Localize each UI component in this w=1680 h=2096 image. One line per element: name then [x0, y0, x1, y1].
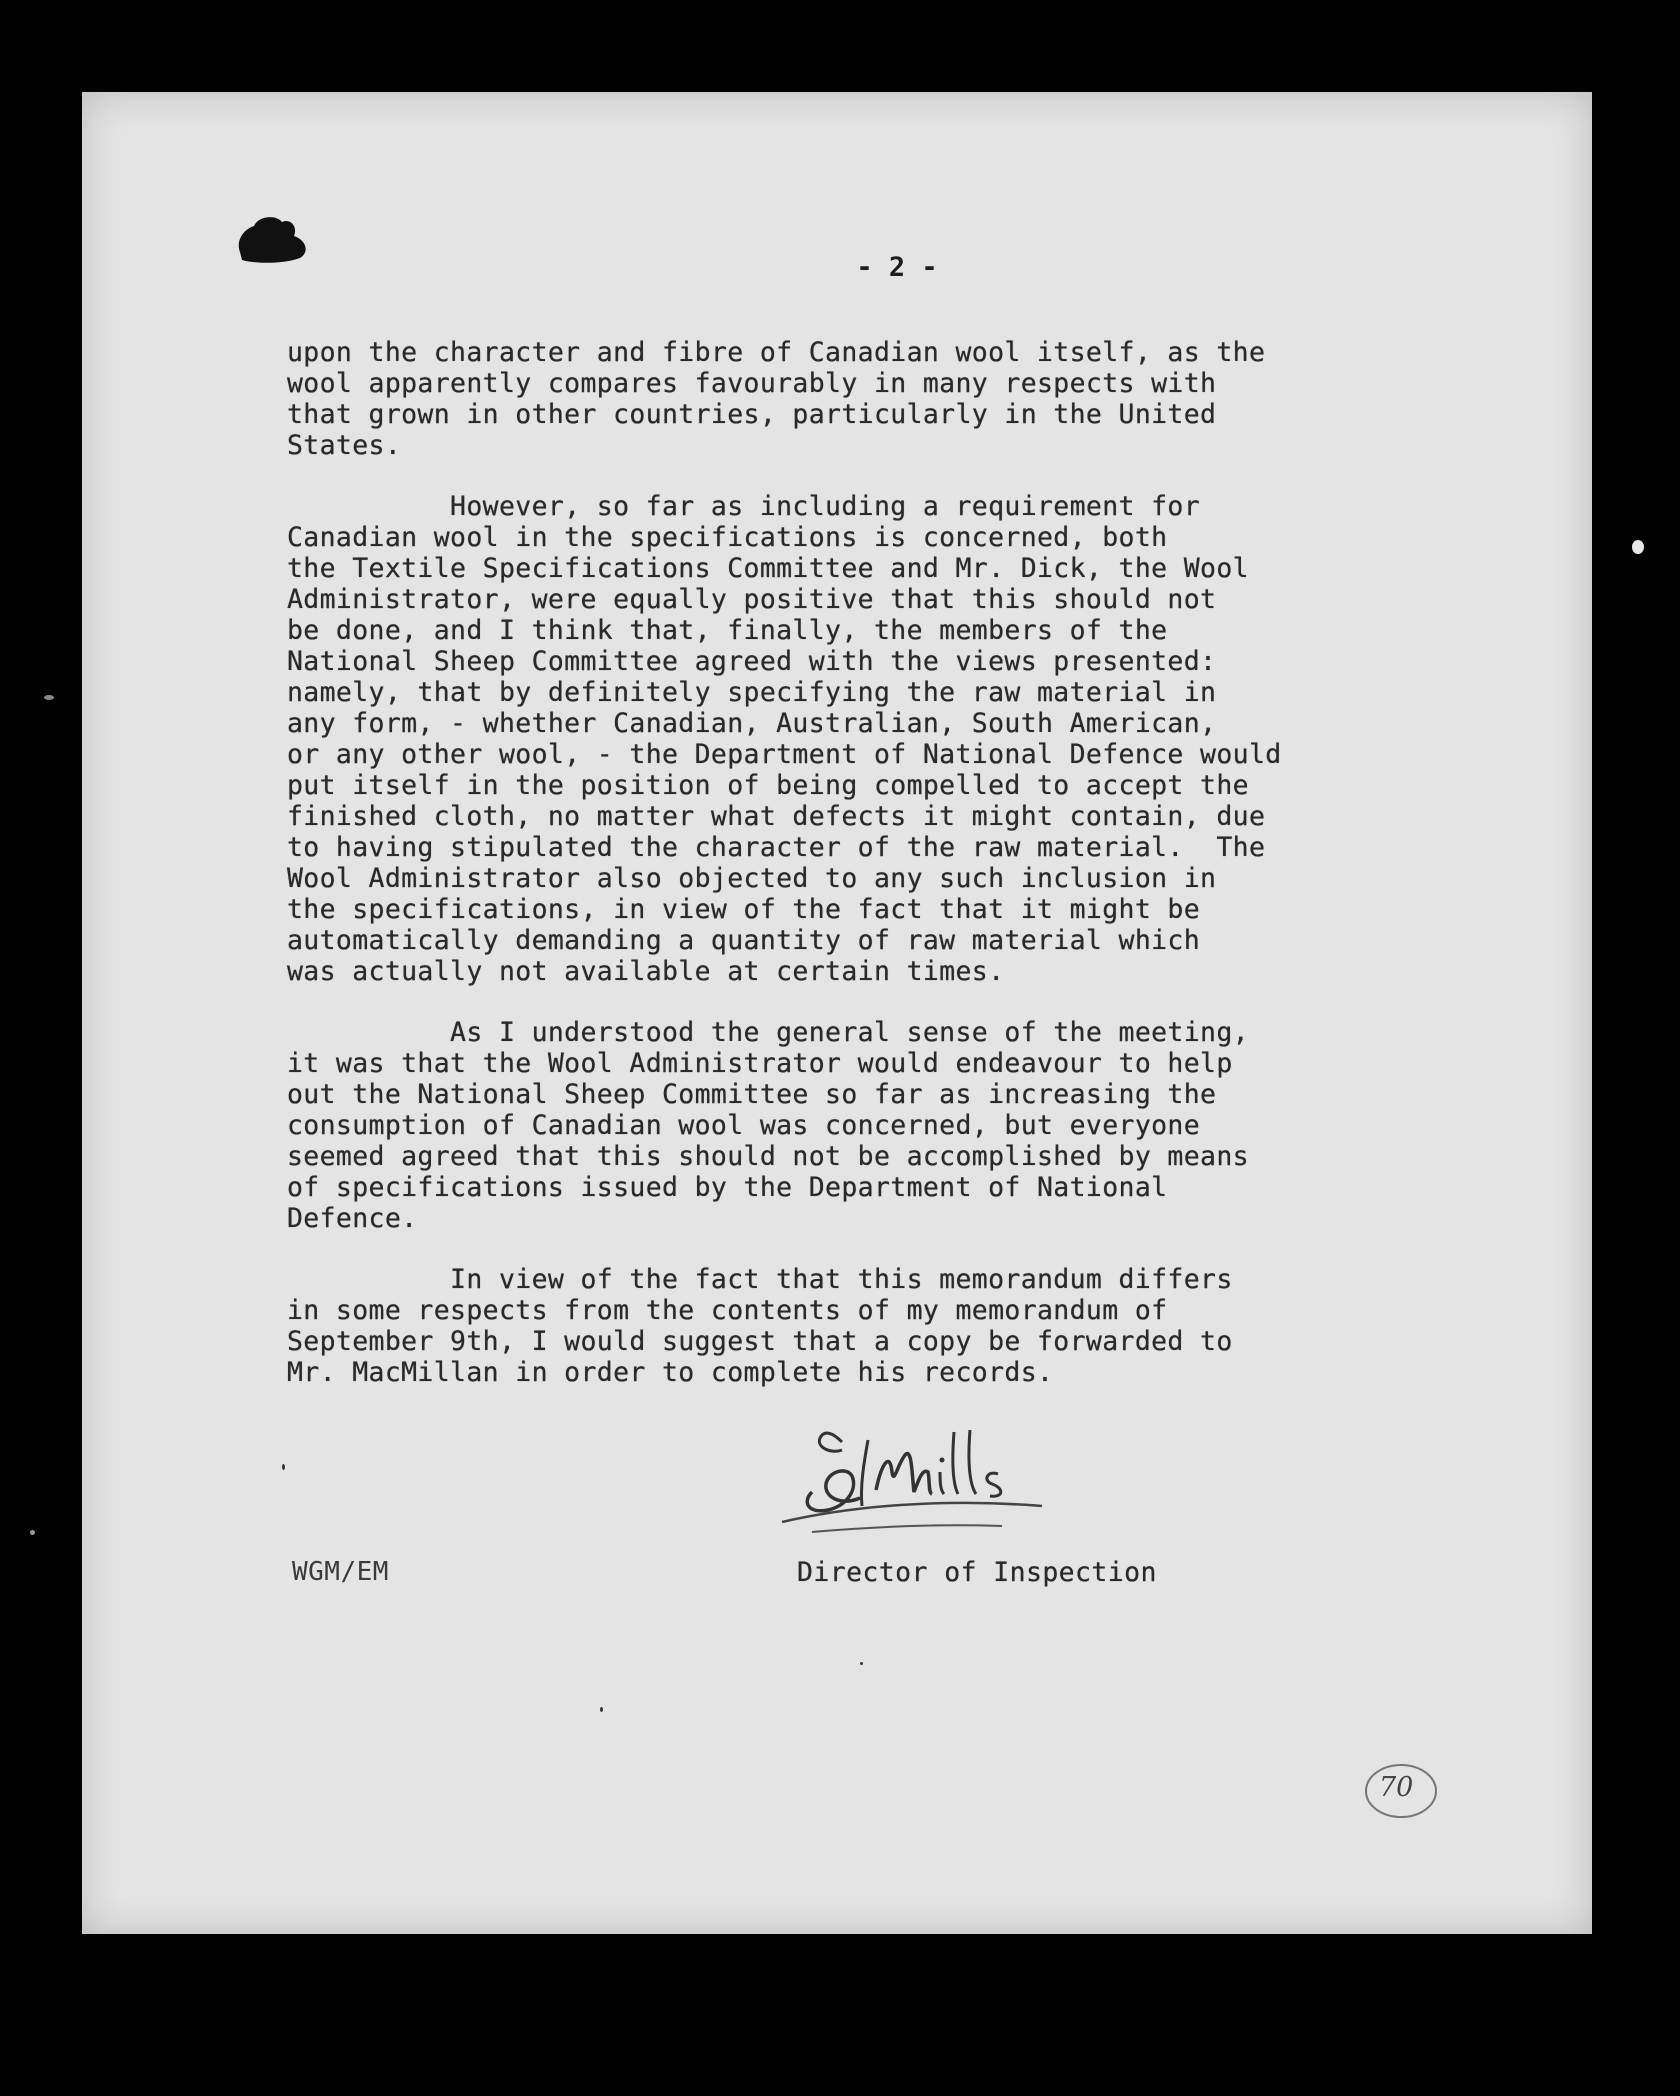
scan-artifact	[44, 695, 54, 700]
text-line: upon the character and fibre of Canadian wool itself, as the	[287, 337, 1266, 368]
text-line: the Textile Specifications Committee and Mr. Dick, the Wool	[287, 553, 1249, 584]
text-line: As I understood the general sense of the meeting,	[287, 1017, 1249, 1048]
paragraph	[287, 1017, 1487, 1234]
text-line: Canadian wool in the specifications is concerned, both	[287, 522, 1168, 553]
text-line: be done, and I think that, finally, the members of the	[287, 615, 1168, 646]
text-line: put itself in the position of being compelled to accept the	[287, 770, 1249, 801]
text-line: However, so far as including a requirement for	[287, 491, 1201, 522]
text-line: finished cloth, no matter what defects it might contain, due	[287, 801, 1266, 832]
folio-number: 70	[1379, 1772, 1414, 1803]
text-line: in some respects from the contents of my memorandum of	[287, 1295, 1168, 1326]
text-line: out the National Sheep Committee so far as increasing the	[287, 1079, 1217, 1110]
paragraph	[287, 1264, 1487, 1388]
paper-speck	[860, 1662, 863, 1665]
text-line: Mr. MacMillan in order to complete his records.	[287, 1357, 1054, 1388]
text-line: namely, that by definitely specifying the raw material in	[287, 677, 1217, 708]
paper-speck	[600, 1707, 603, 1712]
text-line: seemed agreed that this should not be accomplished by means	[287, 1141, 1249, 1172]
typist-initials: WGM/EM	[292, 1557, 389, 1587]
text-line: automatically demanding a quantity of raw material which	[287, 925, 1201, 956]
text-line: September 9th, I would suggest that a copy be forwarded to	[287, 1326, 1233, 1357]
text-line: wool apparently compares favourably in many respects with	[287, 368, 1217, 399]
text-line: National Sheep Committee agreed with the views presented:	[287, 646, 1217, 677]
text-line: In view of the fact that this memorandum differs	[287, 1264, 1233, 1295]
handwritten-signature	[772, 1402, 1132, 1542]
text-line: consumption of Canadian wool was concerned, but everyone	[287, 1110, 1201, 1141]
text-line: any form, - whether Canadian, Australian, South American,	[287, 708, 1217, 739]
scan-artifact	[1632, 540, 1644, 554]
scan-artifact	[30, 1530, 35, 1535]
text-line: that grown in other countries, particularly in the United	[287, 399, 1217, 430]
text-line: the specifications, in view of the fact that it might be	[287, 894, 1201, 925]
paragraph	[287, 337, 1487, 461]
memo-body	[287, 337, 1487, 1418]
text-line: or any other wool, - the Department of National Defence would	[287, 739, 1282, 770]
text-line: it was that the Wool Administrator would endeavour to help	[287, 1048, 1233, 1079]
page-number: - 2 -	[856, 252, 938, 283]
text-line: Defence.	[287, 1203, 418, 1234]
text-line: was actually not available at certain times.	[287, 956, 1005, 987]
document-page	[82, 92, 1592, 1934]
paragraph	[287, 491, 1487, 987]
signatory-title: Director of Inspection	[797, 1557, 1157, 1588]
text-line: States.	[287, 430, 402, 461]
text-line: Administrator, were equally positive that this should not	[287, 584, 1217, 615]
text-line: to having stipulated the character of the raw material. The	[287, 832, 1266, 863]
text-line: Wool Administrator also objected to any such inclusion in	[287, 863, 1217, 894]
text-line: of specifications issued by the Department of National	[287, 1172, 1168, 1203]
paper-speck	[282, 1464, 285, 1470]
